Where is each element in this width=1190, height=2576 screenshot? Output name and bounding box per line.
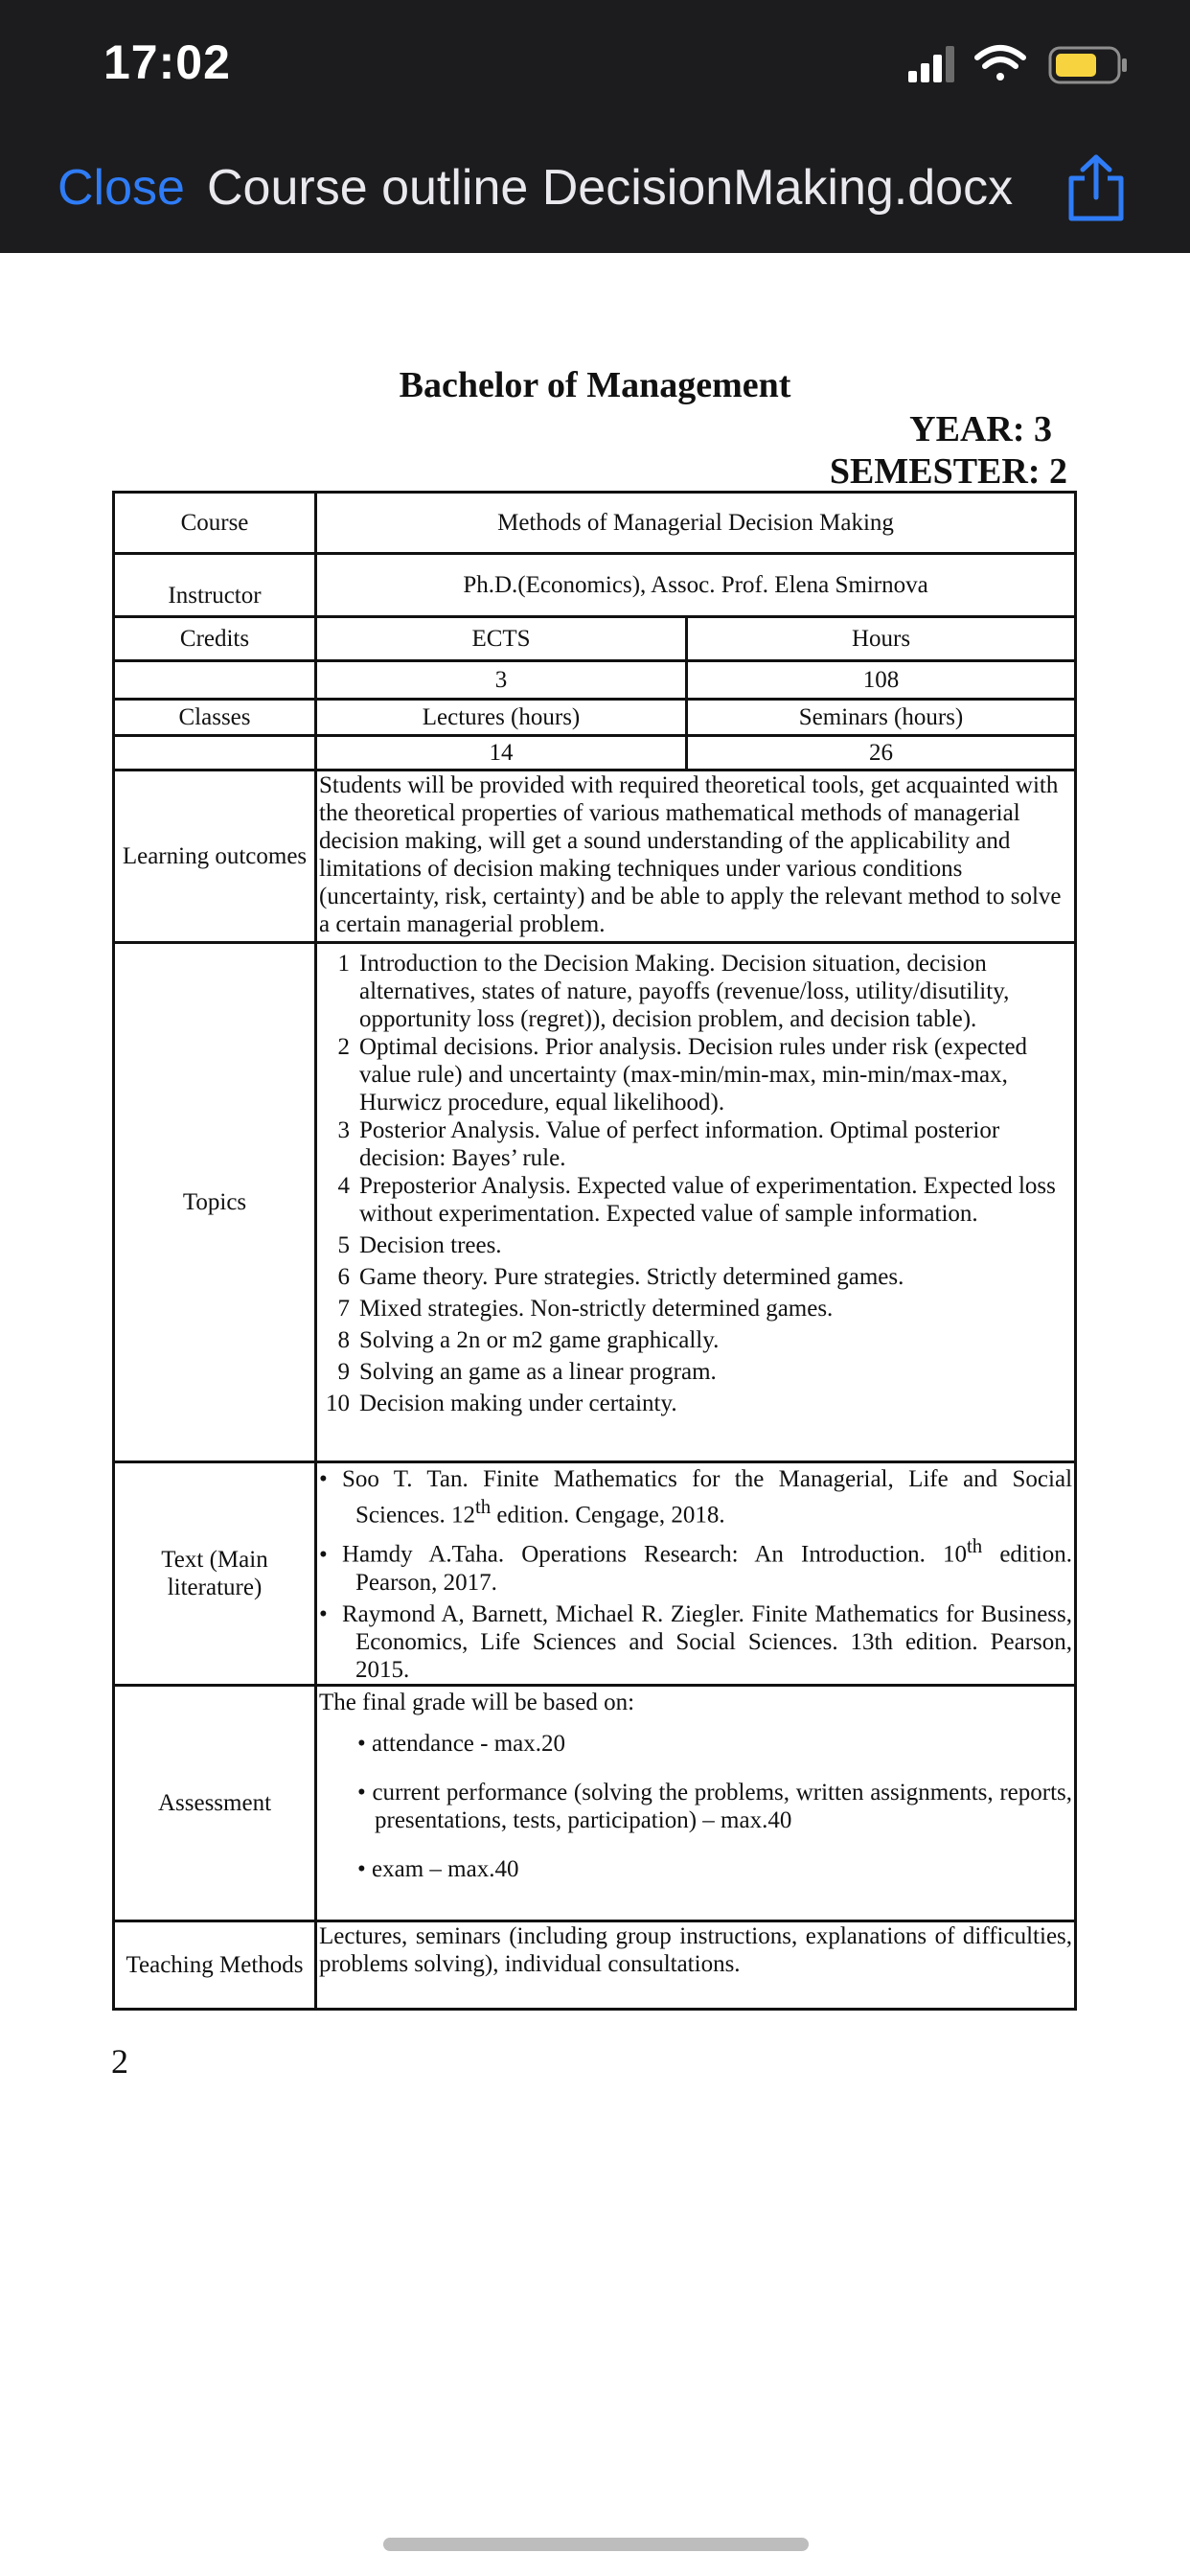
literature-list <box>316 1462 1076 1686</box>
literature-item: • Soo T. Tan. Finite Mathematics for the Managerial, Life and Social Sciences. 12th edition. Cengage, 2018. <box>319 1466 1073 1529</box>
classes-row <box>114 700 1076 736</box>
semester-heading: SEMESTER: 2 <box>829 451 1067 492</box>
status-icons <box>908 42 1129 88</box>
teaching-methods-label: Teaching Methods <box>114 1920 316 2009</box>
topic-item: 5 Decision trees. <box>337 1232 502 1258</box>
page-number: 2 <box>111 2042 128 2081</box>
topic-item: 4 Preposterior Analysis. Expected value of experimentation. Expected loss without experimentation. Expected value of sample information. <box>337 1173 1056 1227</box>
topic-item: 2 Optimal decisions. Prior analysis. Decision rules under risk (expected value rule) and uncertainty (max-min/min-max, min-min/max-max, Hurwicz procedure, equal likelihood). <box>337 1034 1028 1116</box>
ects-value: 3 <box>316 661 687 700</box>
lectures-label: Lectures (hours) <box>316 700 687 736</box>
course-row <box>114 493 1076 554</box>
share-icon[interactable] <box>1064 153 1129 222</box>
topic-item: 10 Decision making under certainty. <box>326 1391 677 1416</box>
ects-label: ECTS <box>316 617 687 661</box>
literature-label: Text (Main literature) <box>114 1462 316 1686</box>
empty-cell <box>114 736 316 770</box>
topics-row <box>114 943 1076 1462</box>
empty-cell <box>114 661 316 700</box>
topic-item: 8 Solving a 2n or m2 game graphically. <box>337 1327 720 1353</box>
bullet-icon: • <box>319 1466 328 1492</box>
course-label: Course <box>114 493 316 554</box>
hours-value: 108 <box>687 661 1076 700</box>
topics-list <box>316 943 1076 1462</box>
battery-icon <box>1050 48 1127 82</box>
file-title: Course outline DecisionMaking.docx <box>207 160 1014 216</box>
assessment-item: • current performance (solving the problems, written assignments, reports, presentations, tests, participation) – max.40 <box>357 1779 1073 1833</box>
assessment-content <box>316 1685 1076 1920</box>
bullet-icon: • <box>319 1541 328 1568</box>
year-heading: YEAR: 3 <box>909 409 1052 449</box>
course-value: Methods of Managerial Decision Making <box>316 493 1076 554</box>
teaching-methods-text: Lectures, seminars (including group instructions, explanations of difficulties, problems solving), individual consultations. <box>316 1920 1076 2009</box>
topic-item: 3 Posterior Analysis. Value of perfect information. Optimal posterior decision: Bayes’ rule. <box>337 1117 1000 1171</box>
assessment-item: • attendance - max.20 <box>357 1730 566 1757</box>
topic-item: 6 Game theory. Pure strategies. Strictly determined games. <box>337 1264 904 1290</box>
close-button[interactable]: Close <box>57 160 185 216</box>
instructor-label: Instructor <box>114 554 316 617</box>
credits-values-row <box>114 661 1076 700</box>
learning-outcomes-label: Learning outcomes <box>114 770 316 943</box>
hours-label: Hours <box>687 617 1076 661</box>
literature-item: • Hamdy A.Taha. Operations Research: An Introduction. 10th edition. Pearson, 2017. <box>319 1534 1073 1596</box>
home-indicator[interactable] <box>383 2538 809 2551</box>
document-title: Bachelor of Management <box>399 365 791 405</box>
literature-item: • Raymond A, Barnett, Michael R. Ziegler. Finite Mathematics for Business, Economics, Life Sciences and Social Sciences. 13th edition. Pearson, 2015. <box>319 1600 1073 1683</box>
lectures-value: 14 <box>316 736 687 770</box>
seminars-value: 26 <box>687 736 1076 770</box>
status-time: 17:02 <box>103 35 231 89</box>
classes-values-row <box>114 736 1076 770</box>
literature-row <box>114 1462 1076 1686</box>
top-bar <box>0 0 1190 253</box>
assessment-item: • exam – max.40 <box>357 1855 519 1882</box>
topic-item: 7 Mixed strategies. Non-strictly determined games. <box>337 1296 834 1322</box>
topic-item: 9 Solving an game as a linear program. <box>337 1359 717 1385</box>
learning-outcomes-row <box>114 770 1076 943</box>
assessment-row <box>114 1685 1076 1920</box>
credits-row <box>114 617 1076 661</box>
seminars-label: Seminars (hours) <box>687 700 1076 736</box>
topics-label: Topics <box>114 943 316 1462</box>
instructor-row <box>114 554 1076 617</box>
bullet-icon: • <box>319 1600 328 1627</box>
classes-label: Classes <box>114 700 316 736</box>
assessment-label: Assessment <box>114 1685 316 1920</box>
credits-label: Credits <box>114 617 316 661</box>
assessment-intro: The final grade will be based on: <box>319 1689 635 1715</box>
topic-item: 1 Introduction to the Decision Making. Decision situation, decision alternatives, states of nature, payoffs (revenue/loss, utility/disutility, opportunity loss (regret)), decision problem, and decision table). <box>337 951 1010 1032</box>
learning-outcomes-text: Students will be provided with required theoretical tools, get acquainted with the theoretical properties of various mathematical methods of managerial decision making, will get a sound understanding of the applicability and limitations of decision making techniques under various conditions (uncertainty, risk, certainty) and be able to apply the relevant method to solve a certain managerial problem. <box>316 770 1076 943</box>
course-outline-table <box>112 491 1077 2011</box>
wifi-icon <box>977 48 1023 80</box>
teaching-methods-row <box>114 1920 1076 2009</box>
instructor-value: Ph.D.(Economics), Assoc. Prof. Elena Smirnova <box>316 554 1076 617</box>
signal-icon <box>908 46 954 82</box>
